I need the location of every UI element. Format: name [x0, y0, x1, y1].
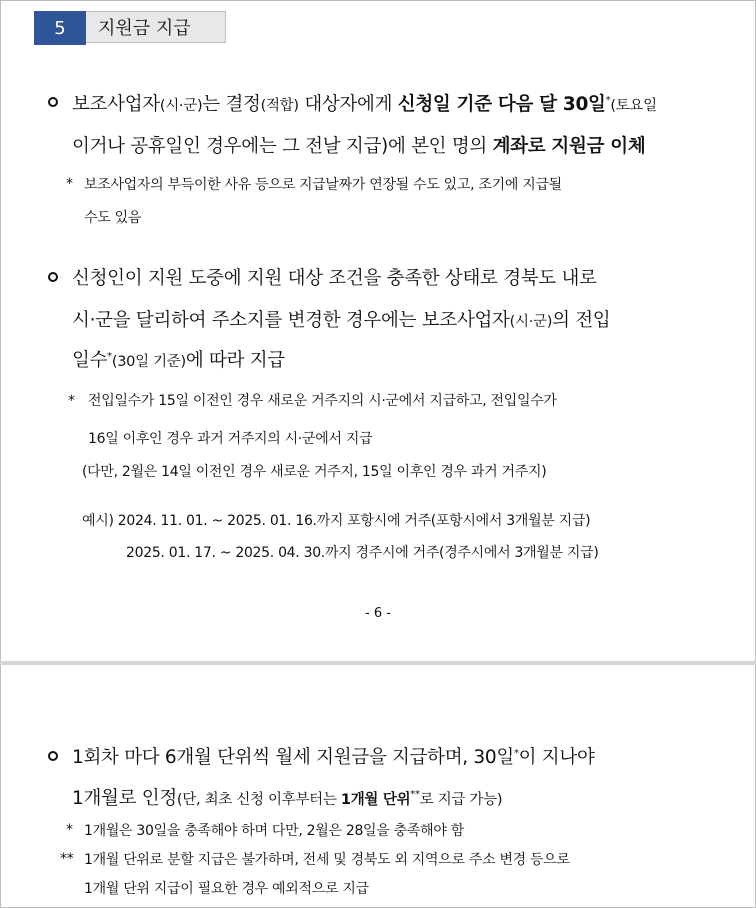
note-3-line-1: 1개월은 30일을 충족해야 하며 다만, 2월은 28일을 충족해야 함	[84, 823, 464, 839]
section-number: 5	[34, 11, 86, 45]
note-1-star: *	[66, 176, 73, 192]
note-2-line-2: 16일 이후인 경우 과거 거주지의 시·군에서 지급	[88, 431, 373, 447]
paragraph-3-line-1: 1회차 마다 6개월 단위씩 월세 지원금을 지급하며, 30일*이 지나야	[72, 747, 595, 768]
note-3-line-3: 1개월 단위 지급이 필요한 경우 예외적으로 지급	[84, 881, 369, 897]
page-divider	[0, 661, 756, 665]
note-1-line-2: 수도 있음	[84, 210, 142, 226]
bullet-circle	[48, 97, 58, 107]
section-header	[34, 11, 226, 45]
note-3-line-2: 1개월 단위로 분할 지급은 불가하며, 전세 및 경북도 외 지역으로 주소 변경 등으로	[84, 852, 570, 868]
bullet-circle	[48, 272, 58, 282]
paragraph-3-line-2: 1개월로 인정(단, 최초 신청 이후부터는 1개월 단위**로 지급 가능)	[72, 788, 503, 809]
paragraph-2-line-2: 시·군을 달리하여 주소지를 변경한 경우에는 보조사업자(시·군)의 전입	[72, 310, 611, 331]
section-title: 지원금 지급	[86, 11, 226, 43]
note-2-star: *	[68, 393, 75, 409]
paragraph-2-line-3: 일수*(30일 기준)에 따라 지급	[72, 350, 285, 371]
example-line-1: 예시) 2024. 11. 01. ~ 2025. 01. 16.까지 포항시에 거주(포항시에서 3개월분 지급)	[82, 513, 591, 529]
paragraph-2-line-1: 신청인이 지원 도중에 지원 대상 조건을 충족한 상태로 경북도 내로	[72, 268, 597, 289]
page-number: - 6 -	[365, 606, 391, 621]
example-line-2: 2025. 01. 17. ~ 2025. 04. 30.까지 경주시에 거주(경주시에서 3개월분 지급)	[126, 545, 599, 561]
paragraph-1-line-2: 이거나 공휴일인 경우에는 그 전날 지급)에 본인 명의 계좌로 지원금 이체	[72, 136, 646, 157]
note-1-line-1: 보조사업자의 부득이한 사유 등으로 지급날짜가 연장될 수도 있고, 조기에 지급될	[84, 177, 562, 193]
note-3-double-star: **	[60, 851, 74, 867]
note-3-star: *	[66, 822, 73, 838]
paragraph-1-line-1: 보조사업자(시·군)는 결정(적합) 대상자에게 신청일 기준 다음 달 30일*(토요일	[72, 94, 657, 115]
note-2-line-3: (다만, 2월은 14일 이전인 경우 새로운 거주지, 15일 이후인 경우 과거 거주지)	[82, 464, 547, 480]
bullet-circle	[48, 751, 58, 761]
note-2-line-1: 전입일수가 15일 이전인 경우 새로운 거주지의 시·군에서 지급하고, 전입일수가	[88, 393, 557, 409]
